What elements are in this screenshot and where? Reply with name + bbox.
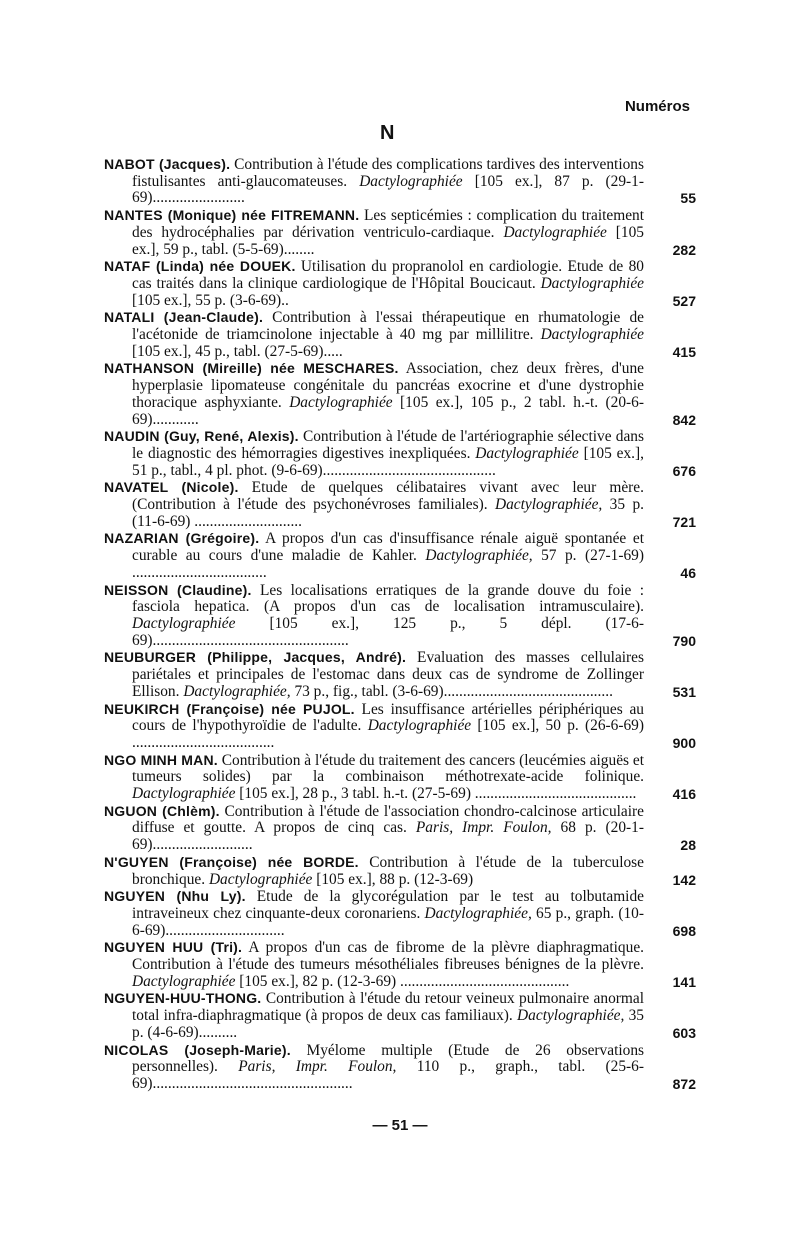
entry-number: 900 (672, 734, 696, 751)
entry-number: 142 (672, 871, 696, 888)
bibliography-entry (104, 888, 696, 939)
entry-details: [105 ex.], 28 p., 3 tabl. h.-t. (27-5-69) .......................................... (235, 785, 637, 803)
bibliography-entry (104, 360, 696, 428)
entry-author: NEISSON (Claudine). (104, 581, 252, 598)
entry-title: Evaluation des masses cellulaires pariétales et principales de l'estomac dans deux cas de syndrome de Zollinger Ellison. (132, 649, 644, 700)
entry-text (104, 752, 644, 803)
entry-text (104, 530, 644, 581)
entry-details: 110 p., graph., tabl. (25-6-69).................................................... (132, 1058, 644, 1092)
entry-title: Myélome multiple (Etude de 26 observations personnelles). (132, 1041, 645, 1076)
entry-title: Contribution à l'étude de la tuberculose bronchique. (132, 853, 644, 888)
entry-author: NEUKIRCH (Françoise) née PUJOL. (104, 700, 355, 717)
page-number: — 51 — (372, 1117, 428, 1134)
entry-publication: Paris, Impr. Foulon, (238, 1058, 397, 1076)
entry-title: Contribution à l'étude du retour veineux pulmonaire anormal total infra-diaphragmatique (à propos de deux cas familiaux). (132, 990, 644, 1025)
entry-details: [105 ex.], 125 p., 5 dépl. (17-6-69)................................................... (132, 614, 644, 649)
entry-number: 141 (672, 973, 696, 990)
entry-text (104, 939, 644, 990)
entry-details: [105 ex.], 50 p. (26-6-69) ..................................... (132, 717, 644, 751)
entry-publication: Dactylographiée (367, 717, 472, 735)
entry-publication: Dactylographiée (359, 172, 463, 190)
entry-number: 603 (672, 1024, 696, 1041)
bibliography-entry (104, 939, 696, 990)
bibliography-entry (104, 582, 696, 650)
entry-author: NAZARIAN (Grégoire). (104, 530, 260, 547)
entry-details: [105 ex.], 88 p. (12-3-69) (312, 870, 474, 888)
entry-author: NABOT (Jacques). (104, 156, 231, 172)
entry-number: 698 (672, 922, 696, 939)
bibliography-entry (104, 207, 696, 258)
entry-author: NAVATEL (Nicole). (104, 479, 239, 496)
bibliography-entry (104, 428, 696, 479)
entry-details: [105 ex.], 105 p., 2 tabl. h.-t. (20-6-69)............ (132, 393, 644, 428)
entry-author: NICOLAS (Joseph-Marie). (104, 1041, 291, 1058)
bibliography-entry (104, 156, 696, 207)
entry-number: 790 (672, 632, 696, 649)
entry-details: 35 p. (4-6-69).......... (132, 1007, 644, 1041)
entry-title: Contribution à l'étude de l'association chondro-calcinose articulaire diffuse et goutte. A propos de cinq cas. (132, 802, 644, 837)
entry-number: 28 (680, 837, 696, 854)
entry-author: NGUYEN HUU (Tri). (104, 939, 243, 956)
bibliography-entry (104, 752, 696, 803)
entry-details: 73 p., fig., tabl. (3-6-69)............................................ (290, 682, 613, 700)
entry-author: N'GUYEN (Françoise) née BORDE. (104, 853, 359, 870)
entry-text (104, 854, 644, 888)
entry-text (104, 258, 644, 309)
entry-title: Contribution à l'étude des complications tardives des interventions fistulisantes anti-glaucomateuses. (132, 156, 644, 190)
entry-number: 872 (672, 1075, 696, 1092)
entry-title: Les localisations erratiques de la grande douve du foie : fasciola hepatica. (A propos d'un cas de localisation intramusculaire). (132, 581, 644, 616)
entry-details: [105 ex.], 59 p., tabl. (5-5-69)........ (132, 223, 644, 258)
entry-details: [105 ex.], 51 p., tabl., 4 pl. phot. (9-6-69)............................................. (132, 444, 644, 479)
bibliography-entry (104, 309, 696, 360)
entry-number: 842 (672, 411, 696, 428)
entry-author: NATALI (Jean-Claude). (104, 309, 264, 326)
entry-publication: Dactylographiée (540, 326, 644, 344)
entry-publication: Dactylographiée (289, 393, 393, 411)
entry-publication: Dactylographiée (503, 223, 607, 241)
entry-text (104, 990, 644, 1041)
entry-number: 46 (680, 564, 696, 581)
entry-publication: Dactylographiée, (517, 1007, 625, 1025)
entry-details: [105 ex.], 45 p., tabl. (27-5-69)..... (132, 342, 343, 360)
entry-number: 416 (672, 786, 696, 803)
entry-text (104, 309, 644, 360)
entry-publication: Dactylographiée (208, 870, 313, 888)
entry-text (104, 582, 644, 650)
entry-publication: Dactylographiée, (425, 547, 533, 565)
entry-author: NGO MINH MAN. (104, 751, 218, 768)
entry-title: Utilisation du propranolol en cardiologie. Etude de 80 cas traités dans la clinique cardiologique de l'Hôpital Boucicaut. (132, 258, 644, 292)
bibliography-entry (104, 530, 696, 581)
section-letter: N (380, 122, 395, 144)
entry-text (104, 1042, 644, 1093)
entry-text (104, 479, 644, 530)
entry-details: [105 ex.], 55 p. (3-6-69).. (132, 291, 289, 309)
entry-number: 676 (672, 462, 696, 479)
entry-title: Etude de quelques célibataires vivant avec leur mère. (Contribution à l'étude des psychonévroses familiales). (132, 479, 644, 514)
bibliography-entry (104, 803, 696, 854)
entry-text (104, 360, 644, 428)
entry-text (104, 156, 644, 207)
entry-title: Contribution à l'essai thérapeutique en rhumatologie de l'acétonide de triamcinolone injectable à 40 mg par millilitre. (132, 309, 644, 344)
entry-text (104, 428, 644, 479)
entry-publication: Dactylographiée (132, 972, 236, 990)
column-header-numeros: Numéros (624, 98, 690, 115)
bibliography-entry (104, 990, 696, 1041)
entry-publication: Dactylographiée, (494, 496, 603, 514)
entry-author: NGUON (Chlèm). (104, 802, 220, 819)
entry-publication: Dactylographiée (132, 614, 236, 632)
entry-title: Les insuffisance artérielles périphériques au cours de l'hypothyroïdie de l'adulte. (132, 700, 645, 735)
entry-title: Contribution à l'étude du traitement des cancers (leucémies aiguës et tumeurs solides) par la combinaison méthotrexate-acide folinique. (132, 751, 644, 786)
entry-title: Contribution à l'étude de l'artériographie sélective dans le diagnostic des hémorragies digestives inexpliquées. (132, 428, 644, 462)
entry-number: 55 (680, 190, 696, 207)
entry-author: NATAF (Linda) née DOUEK. (104, 258, 296, 275)
entry-title: A propos d'un cas d'insuffisance rénale aiguë spontanée et curable au cours d'une maladie de Kahler. (132, 530, 644, 565)
bibliography-entry (104, 649, 696, 700)
bibliography-entry (104, 701, 696, 752)
entry-author: NGUYEN-HUU-THONG. (104, 990, 262, 1007)
entry-author: NEUBURGER (Philippe, Jacques, André). (104, 649, 407, 666)
entry-title: Association, chez deux frères, d'une hyperplasie lipomateuse congénitale du pancréas exocrine et d'une dystrophie thoracique asphyxiante. (132, 360, 645, 411)
entry-number: 415 (672, 343, 696, 360)
entry-title: A propos d'un cas de fibrome de la plèvre diaphragmatique. Contribution à l'étude des tumeurs mésothéliales fibreuses bénignes de la plèvre. (132, 939, 644, 974)
entry-author: NATHANSON (Mireille) née MESCHARES. (104, 360, 399, 377)
bibliography-entry (104, 258, 696, 309)
entry-publication: Paris, Impr. Foulon, (415, 819, 552, 837)
entry-publication: Dactylographiée, (424, 904, 532, 922)
entry-text (104, 888, 644, 939)
entry-publication: Dactylographiée (132, 785, 236, 803)
bibliography-entry (104, 1042, 696, 1093)
entry-number: 282 (672, 241, 696, 258)
entry-number: 531 (672, 683, 696, 700)
entry-publication: Dactylographiée (475, 444, 579, 462)
bibliography-list (104, 156, 696, 1093)
entry-details: [105 ex.], 82 p. (12-3-69) ............................................ (235, 972, 570, 990)
entry-text (104, 649, 644, 700)
entry-author: NGUYEN (Nhu Ly). (104, 888, 246, 905)
entry-details: [105 ex.], 87 p. (29-1-69)........................ (132, 172, 644, 207)
bibliography-entry (104, 479, 696, 530)
entry-text (104, 701, 644, 752)
entry-title: Les septicémies : complication du traitement des hydrocéphalies par dérivation ventriculo-cardiaque. (132, 207, 644, 241)
entry-details: 68 p. (20-1-69).......................... (132, 819, 644, 854)
entry-number: 721 (672, 513, 696, 530)
entry-text (104, 803, 644, 854)
entry-text (104, 207, 644, 258)
entry-details: 57 p. (27-1-69) ................................... (132, 547, 644, 581)
entry-author: NAUDIN (Guy, René, Alexis). (104, 428, 299, 445)
entry-details: 65 p., graph. (10-6-69)............................... (132, 904, 644, 939)
entry-number: 527 (672, 292, 696, 309)
entry-author: NANTES (Monique) née FITREMANN. (104, 207, 360, 224)
entry-publication: Dactylographiée (540, 274, 644, 292)
bibliography-entry (104, 854, 696, 888)
entry-title: Etude de la glycorégulation par le test au tolbutamide intraveineux chez cinquante-deux coronariens. (132, 888, 644, 922)
entry-details: 35 p. (11-6-69) ............................ (132, 496, 644, 530)
entry-publication: Dactylographiée, (183, 682, 291, 700)
